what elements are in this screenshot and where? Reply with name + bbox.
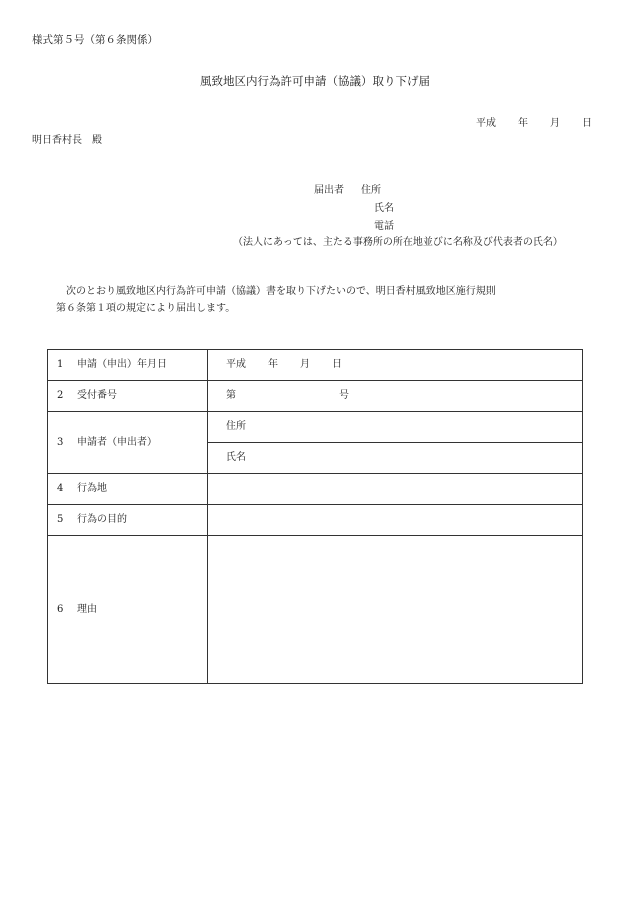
applicant-name-field[interactable]: 氏名 xyxy=(208,443,583,474)
application-date-field[interactable]: 平成 年 月 日 xyxy=(208,350,583,381)
date-month: 月 xyxy=(550,118,560,129)
applicant-address-field[interactable]: 住所 xyxy=(208,412,583,443)
notifier-phone-label: 電話 xyxy=(374,221,394,232)
reason-field[interactable] xyxy=(208,536,583,684)
date-day: 日 xyxy=(582,118,592,129)
row-label: 4 行為地 xyxy=(48,474,208,505)
row-label: 2 受付番号 xyxy=(48,381,208,412)
date-line xyxy=(476,119,592,129)
date-year: 年 xyxy=(518,118,528,129)
notifier-name-label: 氏名 xyxy=(374,203,394,214)
row-label: 1 申請（申出）年月日 xyxy=(48,350,208,381)
table-row-site xyxy=(48,474,583,505)
receipt-number-field[interactable]: 第 号 xyxy=(208,381,583,412)
table-row-reason xyxy=(48,536,583,684)
corporation-note: （法人にあっては、主たる事務所の所在地並びに名称及び代表者の氏名） xyxy=(233,237,563,248)
table-row-purpose xyxy=(48,505,583,536)
site-field[interactable] xyxy=(208,474,583,505)
table-row-receipt-number xyxy=(48,381,583,412)
recipient: 明日香村長 殿 xyxy=(32,135,102,146)
table-row-applicant-address xyxy=(48,412,583,443)
form-number: 様式第５号（第６条関係） xyxy=(32,34,158,46)
notifier-address-label: 住所 xyxy=(361,185,381,196)
withdrawal-form-table xyxy=(47,349,583,684)
body-text-line-1: 次のとおり風致地区内行為許可申請（協議）書を取り下げたいので、明日香村風致地区施行規則 xyxy=(66,286,496,297)
table-row-application-date xyxy=(48,350,583,381)
row-label: 5 行為の目的 xyxy=(48,505,208,536)
date-era: 平成 xyxy=(476,118,496,129)
purpose-field[interactable] xyxy=(208,505,583,536)
row-label: 6 理由 xyxy=(48,536,208,684)
document-title: 風致地区内行為許可申請（協議）取り下げ届 xyxy=(200,74,430,88)
body-text-line-2: 第６条第１項の規定により届出します。 xyxy=(56,303,236,314)
notifier-label: 届出者 xyxy=(314,185,344,196)
row-label: 3 申請者（申出者） xyxy=(48,412,208,474)
